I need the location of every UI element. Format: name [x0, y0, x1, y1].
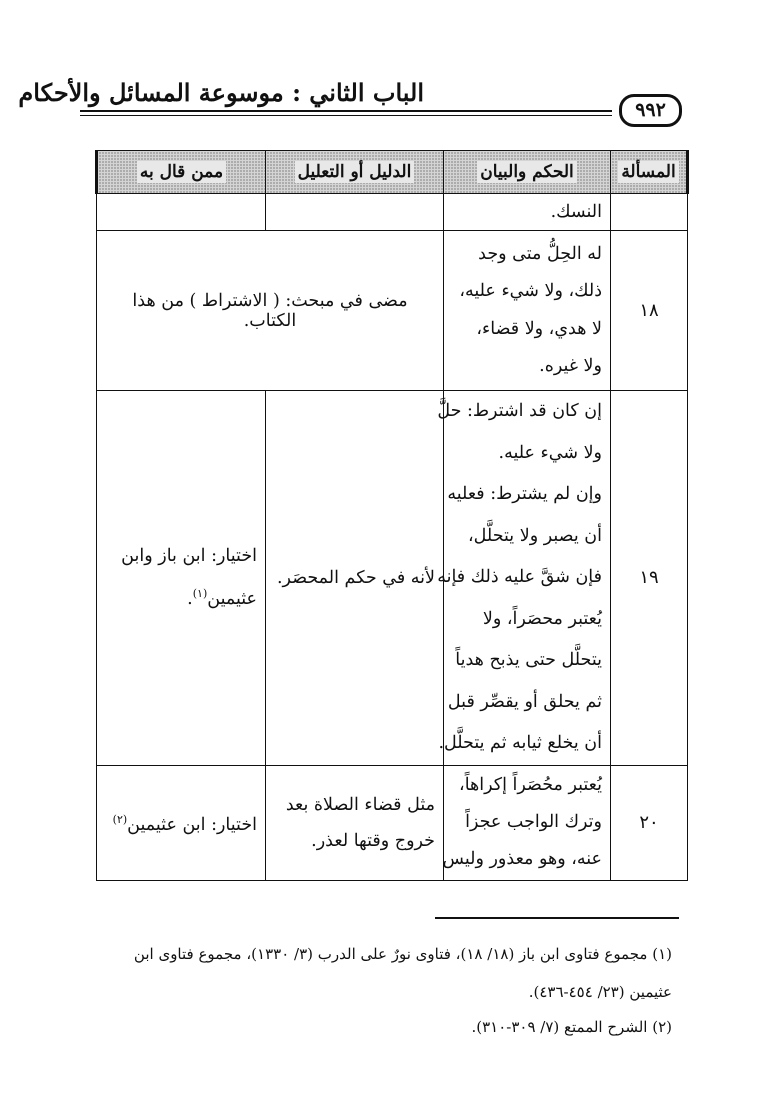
- ruling-line: أن يصبر ولا يتحلَّل،: [468, 525, 602, 546]
- header-rule: [80, 110, 612, 112]
- ruling-line: النسك.: [550, 202, 602, 222]
- footnote-separator: [435, 917, 679, 919]
- footnote-2: (٢) الشرح الممتع (٧/ ٣٠٩-٣١٠).: [471, 1018, 672, 1036]
- ruling-line: ولا غيره.: [539, 356, 602, 376]
- header-issue: المسألة: [611, 151, 688, 194]
- page-number-badge: ٩٩٢: [619, 94, 682, 127]
- evidence-cell: لأنه في حكم المحصَر.: [266, 391, 444, 766]
- header-ruling: الحكم والبيان: [444, 151, 611, 194]
- evidence-merged-cell: مضى في مبحث: ( الاشتراط ) من هذا الكتاب.: [97, 231, 444, 391]
- evidence-cell: [266, 194, 444, 231]
- issue-number: [611, 194, 688, 231]
- footnote-marker[interactable]: (١): [192, 587, 208, 601]
- header-rule-thin: [80, 115, 612, 116]
- ruling-line: لا هدي، ولا قضاء،: [476, 318, 602, 339]
- ruling-line: فإن شقَّ عليه ذلك فإنه: [437, 567, 602, 587]
- evidence-cell: مثل قضاء الصلاة بعد خروج وقتها لعذر.: [266, 765, 444, 880]
- table-header-row: [97, 151, 688, 194]
- issue-number: ١٩: [611, 391, 688, 766]
- ruling-cell: [437, 391, 611, 766]
- footnote-1: (١) مجموع فتاوى ابن باز (١٨/ ١٨)، فتاوى نورٌ على الدرب (٣/ ١٣٣٠)، مجموع فتاوى ابن: [133, 945, 672, 963]
- ruling-line: عنه، وهو معذور وليس: [442, 849, 602, 869]
- footnote-1-continuation: عثيمين (٢٣/ ٤٥٤-٤٣٦).: [528, 983, 672, 1001]
- sayer-cell: [97, 765, 266, 880]
- issue-number: ٢٠: [611, 765, 688, 880]
- sayer-cell: [97, 194, 266, 231]
- ruling-line: يتحلَّل حتى يذبح هدياً: [455, 650, 602, 670]
- rulings-table: [95, 150, 689, 881]
- sayer-text: اختيار: ابن باز وابن عثيمين: [121, 546, 257, 610]
- header-evidence: الدليل أو التعليل: [266, 151, 444, 194]
- table-row: [97, 391, 688, 766]
- sayer-text: اختيار: ابن عثيمين: [127, 814, 257, 835]
- ruling-line: ولا شيء عليه.: [498, 442, 602, 463]
- table-row: [97, 194, 688, 231]
- chapter-title: الباب الثاني : موسوعة المسائل والأحكام: [18, 78, 424, 107]
- ruling-line: ثم يحلق أو يقصِّر قبل: [447, 691, 602, 712]
- ruling-line: وإن لم يشترط: فعليه: [447, 484, 602, 504]
- issue-number: ١٨: [611, 231, 688, 391]
- ruling-cell: [444, 765, 611, 880]
- ruling-line: يُعتبر محصَراً، ولا: [482, 608, 602, 629]
- table-row: [97, 765, 688, 880]
- table-row: [97, 231, 688, 391]
- ruling-line: له الحِلُّ متى وجد: [478, 243, 602, 264]
- ruling-line: ذلك، ولا شيء عليه،: [459, 281, 602, 301]
- ruling-line: إن كان قد اشترط: حلَّ: [437, 401, 602, 421]
- ruling-line: يُعتبر محُصَراً إكراهاً،: [459, 775, 602, 795]
- ruling-line: أن يخلع ثيابه ثم يتحلَّل.: [438, 733, 602, 753]
- ruling-line: وترك الواجب عجزاً: [465, 812, 602, 832]
- ruling-cell: [444, 231, 611, 391]
- ruling-cell: [444, 194, 611, 231]
- header-sayer: ممن قال به: [97, 151, 266, 194]
- sayer-cell: اختيار: ابن باز وابن عثيمين$^{(١)}$.: [97, 391, 266, 766]
- footnote-marker[interactable]: (٢): [112, 813, 128, 827]
